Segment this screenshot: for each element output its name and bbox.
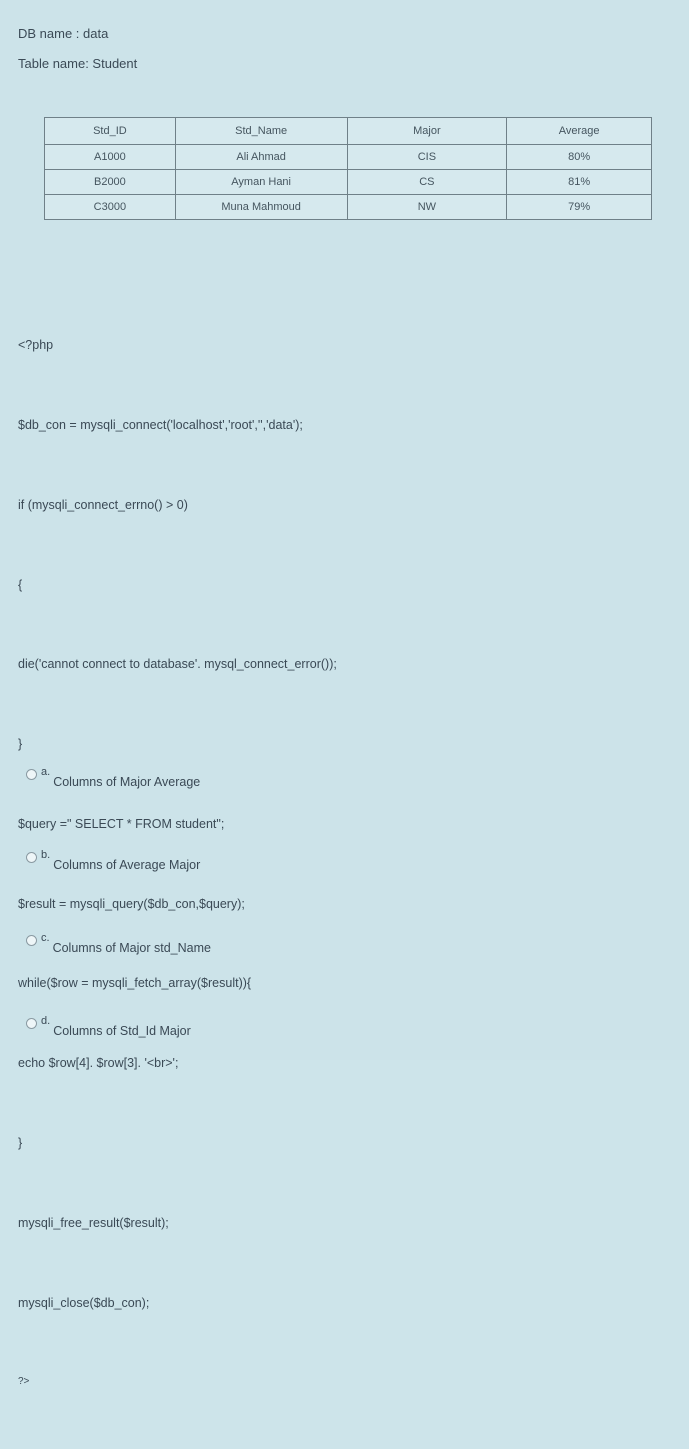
radio-button-c[interactable] <box>26 935 37 946</box>
code-line: ?> <box>18 1376 30 1388</box>
code-line: <?php <box>18 338 54 353</box>
table-cell: Ayman Hani <box>175 170 347 195</box>
option-text: Columns of Average Major <box>53 858 201 872</box>
code-line: while($row = mysqli_fetch_array($result)){ <box>18 976 252 991</box>
column-header: Average <box>507 118 652 145</box>
code-line: mysqli_close($db_con); <box>18 1295 150 1310</box>
table-cell: 81% <box>507 170 652 195</box>
answer-option-b[interactable] <box>26 849 201 872</box>
student-table <box>44 117 652 220</box>
column-header: Major <box>347 118 507 145</box>
table-header-row <box>45 118 652 145</box>
table-cell: CS <box>347 170 507 195</box>
table-cell: 79% <box>507 195 652 220</box>
column-header: Std_ID <box>45 118 176 145</box>
db-name-text: DB name : data <box>18 26 109 41</box>
table-cell: 80% <box>507 145 652 170</box>
code-line: { <box>18 577 23 592</box>
code-line: } <box>18 1136 23 1150</box>
radio-button-d[interactable] <box>26 1018 37 1029</box>
option-letter: a. <box>41 766 51 778</box>
answer-option-c[interactable] <box>26 932 211 955</box>
table-cell: Muna Mahmoud <box>175 195 347 220</box>
code-line: $result = mysqli_query($db_con,$query); <box>18 896 245 911</box>
radio-button-b[interactable] <box>26 852 37 863</box>
radio-button-a[interactable] <box>26 769 37 780</box>
answer-option-a[interactable] <box>26 766 201 789</box>
table-row <box>45 195 652 220</box>
option-text: Columns of Major Average <box>53 775 201 789</box>
code-line: if (mysqli_connect_errno() > 0) <box>18 497 188 512</box>
option-text: Columns of Major std_Name <box>52 941 211 955</box>
option-text: Columns of Std_Id Major <box>53 1024 191 1038</box>
table-cell: CIS <box>347 145 507 170</box>
table-row <box>45 145 652 170</box>
option-letter: c. <box>41 932 50 944</box>
code-line: echo $row[4]. $row[3]. '<br>'; <box>18 1056 179 1071</box>
table-cell: B2000 <box>45 170 176 195</box>
code-line: die('cannot connect to database'. mysql_connect_error()); <box>18 657 337 672</box>
code-line: mysqli_free_result($result); <box>18 1215 169 1230</box>
table-cell: Ali Ahmad <box>175 145 347 170</box>
code-line: $db_con = mysqli_connect('localhost','root','','data'); <box>18 417 303 432</box>
table-name-text: Table name: Student <box>18 56 138 71</box>
table-cell: NW <box>347 195 507 220</box>
code-line: } <box>18 737 23 752</box>
option-letter: d. <box>41 1015 51 1027</box>
column-header: Std_Name <box>175 118 347 145</box>
table-cell: C3000 <box>45 195 176 220</box>
table-cell: A1000 <box>45 145 176 170</box>
code-line: $query =" SELECT * FROM student"; <box>18 816 225 831</box>
table-row <box>45 170 652 195</box>
option-letter: b. <box>41 849 51 861</box>
answer-option-d[interactable] <box>26 1015 191 1038</box>
